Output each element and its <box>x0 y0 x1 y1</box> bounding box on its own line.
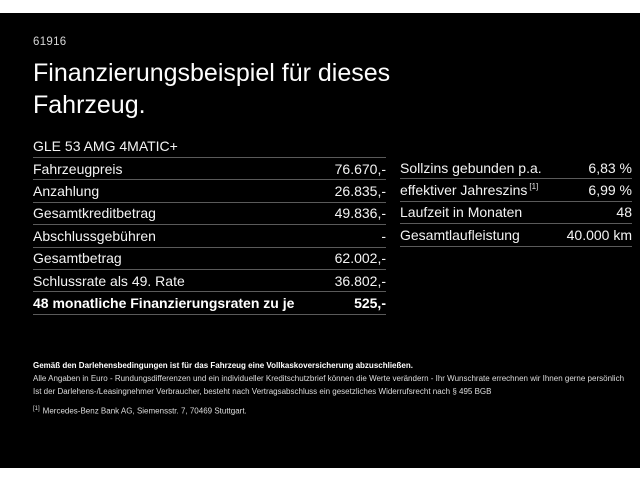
row-label: Laufzeit in Monaten <box>400 204 523 221</box>
table-row <box>33 203 386 225</box>
table-row <box>33 270 386 292</box>
finance-table <box>33 135 386 315</box>
table-row <box>400 224 632 246</box>
table-row <box>33 180 386 202</box>
row-label: Sollzins gebunden p.a. <box>400 159 542 176</box>
disclaimer-line: Alle Angaben in Euro - Rundungsdifferenzen und ein individueller Kreditschutzbrief können die Werte verändern - Ihr Wunschrate errechnen wir Ihnen gerne persönlich <box>33 374 625 383</box>
vehicle-name-row <box>33 135 386 158</box>
row-value: 6,83 % <box>588 159 632 176</box>
disclaimer-line: Ist der Darlehens-/Leasingnehmer Verbraucher, besteht nach Vertragsabschluss ein gesetzliches Widerrufsrecht nach § 495 BGB <box>33 387 492 396</box>
row-value: 36.802,- <box>334 272 386 289</box>
row-label: Schlussrate als 49. Rate <box>33 272 185 289</box>
table-row <box>400 157 632 179</box>
table-row <box>33 225 386 247</box>
footnote <box>33 403 632 418</box>
row-value: 6,99 % <box>588 182 632 199</box>
listing-id: 61916 <box>33 36 67 48</box>
table-row <box>400 202 632 224</box>
footnote-text: Mercedes-Benz Bank AG, Siemensstr. 7, 70469 Stuttgart. <box>42 406 247 416</box>
footnote-marker: [1] <box>529 182 539 192</box>
vehicle-name: GLE 53 AMG 4MATIC+ <box>33 138 178 154</box>
row-label: Gesamtbetrag <box>33 250 122 267</box>
table-row <box>33 248 386 270</box>
table-row <box>33 158 386 180</box>
finance-panel <box>0 13 640 468</box>
row-label: 48 monatliche Finanzierungsraten zu je <box>33 295 295 312</box>
row-value: 62.002,- <box>334 250 386 267</box>
conditions-table <box>400 157 632 315</box>
row-label: effektiver Jahreszins [1] <box>400 182 539 199</box>
row-label: Gesamtlaufleistung <box>400 226 520 243</box>
footnote-marker: [1] <box>33 406 40 412</box>
row-label: Gesamtkreditbetrag <box>33 205 156 222</box>
row-value: 525,- <box>354 295 386 312</box>
row-value: - <box>381 227 386 244</box>
row-label: Anzahlung <box>33 183 100 200</box>
finance-tables <box>33 135 632 315</box>
fine-print <box>33 359 632 418</box>
row-label: Fahrzeugpreis <box>33 160 123 177</box>
row-value: 76.670,- <box>334 160 386 177</box>
row-value: 48 <box>616 204 632 221</box>
monthly-rate-row <box>33 292 386 314</box>
page-title: Finanzierungsbeispiel für dieses Fahrzeug. <box>33 59 391 119</box>
row-value: 49.836,- <box>334 205 386 222</box>
table-row <box>400 179 632 201</box>
row-label: Abschlussgebühren <box>33 227 156 244</box>
insurance-notice: Gemäß den Darlehensbedingungen ist für das Fahrzeug eine Vollkaskoversicherung abzuschließen. <box>33 361 413 370</box>
row-value: 26.835,- <box>334 183 386 200</box>
row-value: 40.000 km <box>566 226 632 243</box>
